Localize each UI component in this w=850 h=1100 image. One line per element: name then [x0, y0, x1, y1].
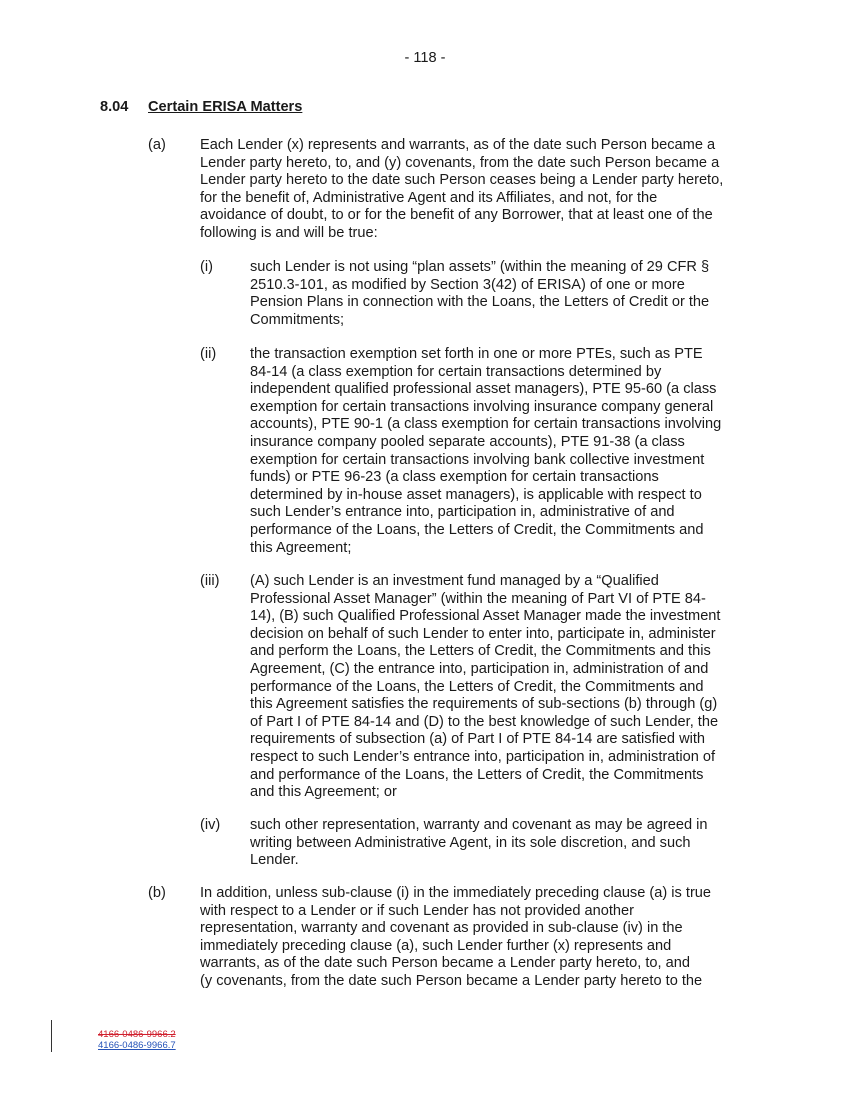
section-title: Certain ERISA Matters: [148, 99, 303, 115]
subclause-i-label: (i): [200, 259, 213, 275]
text-line: funds) or PTE 96-23 (a class exemption for certain transactions: [250, 469, 659, 486]
text-line: with respect to a Lender or if such Lender has not provided another: [200, 902, 635, 919]
text-line: Lender.: [250, 852, 299, 869]
text-line: respect to such Lender’s entrance into, participation in, administration of: [250, 748, 716, 765]
clause-a-label: (a): [148, 137, 166, 153]
section-heading: [100, 99, 302, 115]
text-line: In addition, unless sub-clause (i) in the immediately preceding clause (a) is true: [200, 885, 712, 901]
text-line: exemption for certain transactions involving bank collective investment: [250, 451, 705, 468]
clause-a-text: [200, 137, 810, 243]
text-line: for the benefit of, Administrative Agent and its Affiliates, and not, for the: [200, 189, 658, 206]
text-line: 14), (B) such Qualified Professional Asset Manager made the investment: [250, 608, 721, 625]
section-number: 8.04: [100, 99, 129, 115]
text-line: immediately preceding clause (a), such Lender further (x) represents and: [200, 937, 672, 954]
page-number: - 118 -: [404, 50, 446, 66]
document-id-footer: [98, 1030, 176, 1051]
text-line: decision on behalf of such Lender to enter into, participate in, administer: [250, 625, 716, 642]
text-line: determined by in-house asset managers), is applicable with respect to: [250, 486, 702, 503]
deleted-document-id: 4166-0486-9966.2: [98, 1029, 176, 1040]
text-line: Commitments;: [250, 311, 345, 328]
subclause-iii-label: (iii): [200, 573, 220, 589]
text-line: warrants, as of the date such Person became a Lender party hereto, to, and: [200, 955, 690, 972]
text-line: Agreement, (C) the entrance into, participation in, administration of and: [250, 660, 709, 677]
text-line: such other representation, warranty and covenant as may be agreed in: [250, 817, 708, 833]
text-line: and perform the Loans, the Letters of Credit, the Commitments and this: [250, 643, 711, 660]
text-line: 2510.3-101, as modified by Section 3(42) of ERISA) of one or more: [250, 276, 685, 293]
text-line: (A) such Lender is an investment fund managed by a “Qualified: [250, 573, 659, 589]
text-line: such Lender is not using “plan assets” (within the meaning of 29 CFR §: [250, 259, 710, 275]
text-line: Each Lender (x) represents and warrants, as of the date such Person became a: [200, 137, 716, 153]
text-line: Professional Asset Manager” (within the meaning of Part VI of PTE 84-: [250, 590, 706, 607]
text-line: performance of the Loans, the Letters of Credit, the Commitments and: [250, 678, 704, 695]
text-line: following is and will be true:: [200, 224, 378, 241]
change-bar: [51, 1020, 52, 1052]
text-line: of Part I of PTE 84-14 and (D) to the best knowledge of such Lender, the: [250, 713, 719, 730]
subclause-iv-text: [250, 817, 760, 870]
text-line: accounts), PTE 90-1 (a class exemption for certain transactions involving: [250, 416, 722, 433]
subclause-ii-text: [250, 346, 760, 557]
text-line: and this Agreement; or: [250, 784, 397, 801]
text-line: such Lender’s entrance into, participation in, administrative of and: [250, 504, 675, 521]
text-line: the transaction exemption set forth in one or more PTEs, such as PTE: [250, 346, 703, 362]
clause-b-text: [200, 885, 810, 991]
text-line: independent qualified professional asset managers), PTE 95-60 (a class: [250, 381, 717, 398]
clause-b-label: (b): [148, 885, 166, 901]
text-line: avoidance of doubt, to or for the benefit of any Borrower, that at least one of the: [200, 207, 713, 224]
text-line: Lender party hereto, to, and (y) covenants, from the date such Person became a: [200, 154, 720, 171]
text-line: writing between Administrative Agent, in its sole discretion, and such: [250, 834, 691, 851]
text-line: representation, warranty and covenant as provided in sub-clause (iv) in the: [200, 920, 683, 937]
text-line: 84-14 (a class exemption for certain transactions determined by: [250, 363, 662, 380]
text-line: requirements of subsection (a) of Part I of PTE 84-14 are satisfied with: [250, 731, 706, 748]
subclause-iii-text: [250, 573, 760, 802]
inserted-document-id: 4166-0486-9966.7: [98, 1039, 176, 1051]
text-line: Pension Plans in connection with the Loans, the Letters of Credit or the: [250, 294, 710, 311]
text-line: exemption for certain transactions involving insurance company general: [250, 398, 714, 415]
text-line: performance of the Loans, the Letters of Credit, the Commitments and: [250, 521, 704, 538]
subclause-ii-label: (ii): [200, 346, 217, 362]
text-line: this Agreement satisfies the requirements of sub-sections (b) through (g): [250, 696, 718, 713]
text-line: and performance of the Loans, the Letters of Credit, the Commitments: [250, 766, 704, 783]
text-line: this Agreement;: [250, 539, 352, 556]
text-line: Lender party hereto to the date such Person ceases being a Lender party hereto,: [200, 172, 724, 189]
subclause-i-text: [250, 259, 760, 329]
subclause-iv-label: (iv): [200, 817, 221, 833]
text-line: insurance company pooled separate accounts), PTE 91-38 (a class: [250, 433, 685, 450]
text-line: (y covenants, from the date such Person became a Lender party hereto to the: [200, 972, 703, 989]
